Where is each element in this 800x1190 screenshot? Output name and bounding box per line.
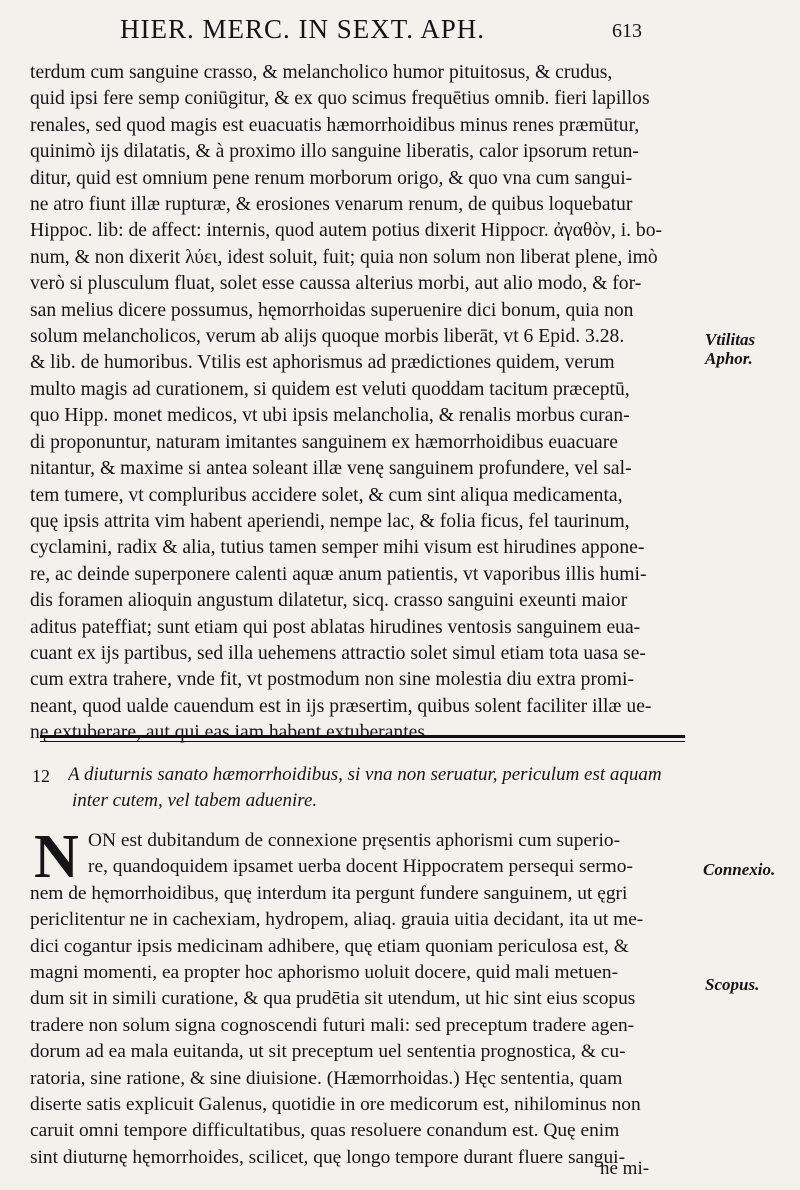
text-line: quid ipsi fere semp coniūgitur, & ex quo scimus frequētius omnib. fieri lapillos xyxy=(30,88,650,110)
text-line: nę extuberare, aut qui eas iam habent extuberantes. xyxy=(30,722,430,744)
catchword: ne mi- xyxy=(600,1158,650,1179)
main-text-block xyxy=(30,60,685,747)
text-line: san melius dicere possumus, hęmorrhoidas superuenire dici bonum, quia non xyxy=(30,299,634,321)
text-line: dici cogantur ipsis medicinam adhibere, quę etiam quoniam periculosa est, & xyxy=(30,935,629,957)
text-line: magni momenti, ea propter hoc aphorismo uoluit docere, quid mali metuen- xyxy=(30,962,619,984)
text-line: nitantur, & maxime si antea soleant illæ venę sanguinem profundere, vel sal- xyxy=(30,458,632,480)
margin-note-utilitas xyxy=(705,330,755,368)
text-line: dorum ad ea mala euitanda, ut sit preceptum uel sententia prognostica, & cu- xyxy=(30,1041,626,1063)
margin-note-connexio: Connexio. xyxy=(703,860,776,879)
text-line: sint diuturnę hęmorrhoides, scilicet, quę longo tempore durant fluere sangui- xyxy=(30,1146,626,1168)
running-title: HIER. MERC. IN SEXT. APH. xyxy=(120,14,486,44)
text-line: periclitentur ne in cachexiam, hydropem, aliaq. grauia uitia decidant, ita ut me- xyxy=(30,909,644,931)
text-line: multo magis ad curationem, si quidem est veluti quoddam tacitum præceptū, xyxy=(30,378,630,400)
text-line: neant, quod ualde cauendum est in ijs præsertim, quibus solent faciliter illæ ue- xyxy=(30,695,652,717)
text-line: ratoria, sine ratione, & sine diuisione. (Hæmorrhoidas.) Hęc sententia, quam xyxy=(30,1067,623,1089)
text-line: re, ac deinde superponere calenti aquæ anum patientis, vt vaporibus illis humi- xyxy=(30,563,647,585)
text-line: tem tumere, vt compluribus accidere solet, & cum sint aliqua medicamenta, xyxy=(30,484,623,506)
text-line: caruit omni tempore difficultatibus, quas resoluere conandum est. Quę enim xyxy=(30,1120,620,1142)
text-line: re, quandoquidem ipsamet uerba docent Hippocratem persequi sermo- xyxy=(88,856,633,878)
commentary-text-block xyxy=(30,823,695,1171)
margin-note-utilitas-line2: Aphor. xyxy=(705,349,753,368)
aphorism-text xyxy=(68,762,688,814)
text-line: quę ipsis attrita vim habent aperiendi, nempe lac, & folia ficus, fel taurinum, xyxy=(30,510,630,532)
text-line: Hippoc. lib: de affect: internis, quod autem potius dixerit Hippocr. ἀγαθὸν, i. bo- xyxy=(30,220,663,242)
text-line: di proponuntur, naturam imitantes sanguinem ex hæmorrhoidibus euacuare xyxy=(30,431,618,453)
text-line: terdum cum sanguine crasso, & melancholico humor pituitosus, & crudus, xyxy=(30,62,613,83)
text-line: cyclamini, radix & alia, tutius tamen semper mihi visum est hirudines appone- xyxy=(30,537,645,559)
margin-note-scopus: Scopus. xyxy=(705,975,760,994)
text-line: num, & non dixerit λύει, idest soluit, fuit; quia non solum non liberat plene, imò xyxy=(30,246,658,268)
page-number: 613 xyxy=(612,20,642,42)
aphorism-line: inter cutem, vel tabem aduenire. xyxy=(72,790,318,811)
text-line: solum melancholicos, verum ab alijs quoque morbis liberāt, vt 6 Epid. 3.28. xyxy=(30,326,625,348)
text-line: quo Hipp. monet medicos, vt ubi ipsis melancholia, & renalis morbus curan- xyxy=(30,405,630,427)
text-line: renales, sed quod magis est euacuatis hæmorrhoidibus minus renes præmūtur, xyxy=(30,114,640,136)
text-line: dum sit in simili curatione, & qua prudētia sit utendum, ut hic sint eius scopus xyxy=(30,988,636,1010)
text-line: cum extra trahere, vnde fit, vt postmodum non sine molestia diu extra promi- xyxy=(30,669,634,691)
text-line: cuant ex ijs partibus, sed illa uehemens attractio solet simul etiam tota uasa se- xyxy=(30,642,646,664)
drop-cap: N xyxy=(34,823,79,891)
text-line: nem de hęmorrhoidibus, quę interdum ita pergunt fundere sanguinem, ut ęgri xyxy=(30,882,628,904)
text-line: ditur, quid est omnium pene renum morborum origo, & quo vna cum sangui- xyxy=(30,167,633,189)
aphorism-line: A diuturnis sanato hæmorrhoidibus, si vna non seruatur, periculum est aquam xyxy=(68,764,662,785)
text-line: dis foramen alioquin angustum dilatetur, sicq. crasso sanguini exeunti maior xyxy=(30,590,628,612)
text-line: & lib. de humoribus. Vtilis est aphorismus ad prædictiones quidem, verum xyxy=(30,352,615,374)
text-line: diserte satis explicuit Galenus, quotidie in ore medicorum est, nihilominus non xyxy=(30,1094,641,1116)
text-line: ne atro fiunt illæ rupturæ, & erosiones venarum renum, de quibus loquebatur xyxy=(30,194,633,216)
text-line: aditus pateffiat; sunt etiam qui post ablatas hirudines ventosis sanguinem eua- xyxy=(30,616,641,638)
text-line: ON est dubitandum de connexione pręsentis aphorismi cum superio- xyxy=(88,830,621,851)
text-line: quinimò ijs dilatatis, & à proximo illo sanguine liberatis, calor ipsorum retun- xyxy=(30,141,639,163)
page-header xyxy=(0,14,800,48)
text-line: tradere non solum signa cognoscendi futuri mali: sed preceptum tradere agen- xyxy=(30,1014,635,1036)
aphorism-number: 12 xyxy=(32,766,50,786)
margin-note-utilitas-line1: Vtilitas xyxy=(705,330,756,349)
text-line: verò si plusculum fluat, solet esse caussa alterius morbi, aut alio modo, & for- xyxy=(30,273,642,295)
section-divider xyxy=(40,735,685,742)
